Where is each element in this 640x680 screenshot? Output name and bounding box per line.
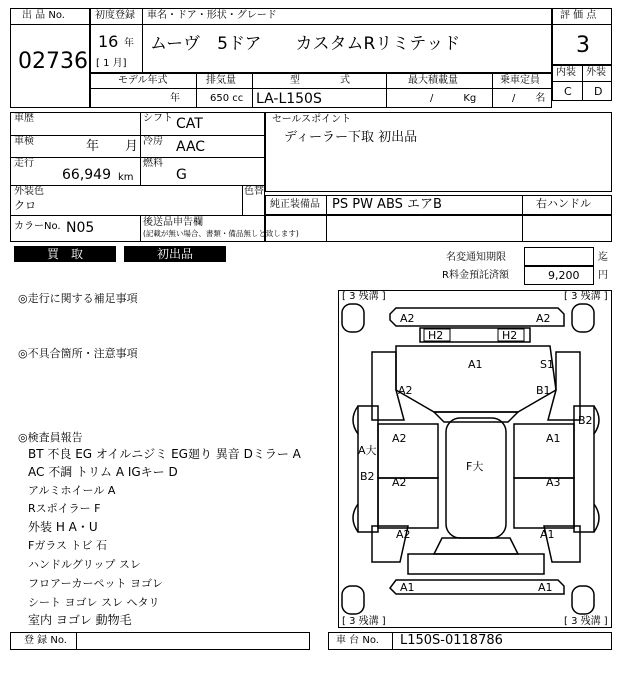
car-diagram bbox=[338, 290, 612, 628]
mark-rear-door-left: A2 bbox=[392, 476, 407, 489]
recycle-fee-unit: 円 bbox=[598, 270, 608, 281]
recycle-fee-label: R料金預託済額 bbox=[442, 270, 509, 281]
mark-front-fender-right: B1 bbox=[536, 384, 551, 397]
overall-grade: 3 bbox=[576, 33, 590, 58]
year-unit: 年 bbox=[124, 38, 134, 49]
front-door-right bbox=[514, 424, 574, 478]
model-year-unit: 年 bbox=[170, 93, 180, 104]
mark-front-bumper-left: A2 bbox=[400, 312, 415, 325]
mark-grille-right: H2 bbox=[502, 329, 518, 342]
defects-title: ◎不具合箇所・注意事項 bbox=[18, 347, 138, 360]
mileage-value: 66,949 bbox=[62, 167, 111, 183]
model-year-label: モデル年式 bbox=[118, 75, 168, 86]
report-line: シート ヨゴレ スレ ヘタリ bbox=[28, 596, 160, 609]
mark-hood: A1 bbox=[468, 358, 483, 371]
rear-door-right bbox=[514, 478, 574, 528]
sales-point-label: セールスポイント bbox=[272, 114, 352, 125]
vehicle-name: ムーヴ 5ドア カスタムRリミテッド bbox=[150, 34, 461, 54]
name-change-deadline-box bbox=[524, 247, 594, 266]
report-line: AC 不調 トリム A IGキー D bbox=[28, 465, 178, 479]
vehicle-description-label: 車名・ドア・形状・グレード bbox=[147, 10, 277, 21]
aftermarket-label: 後送品申告欄 bbox=[143, 217, 203, 228]
model-code-label: 型 式 bbox=[290, 75, 350, 86]
tire-rl-label: [ 3 残溝 ] bbox=[342, 616, 386, 627]
first-listing-tag: 初出品 bbox=[124, 246, 226, 262]
registration-month: [ 1 月] bbox=[96, 58, 127, 69]
max-load-label: 最大積載量 bbox=[408, 75, 458, 86]
mark-side-right-rear: B2 bbox=[578, 414, 593, 427]
exterior-label: 外装 bbox=[586, 67, 606, 78]
mark-left-sill-2: B2 bbox=[360, 470, 375, 483]
tire-fr-label: [ 3 残溝 ] bbox=[564, 291, 608, 302]
ac-value: AAC bbox=[176, 139, 206, 155]
report-line: Rスポイラー F bbox=[28, 502, 101, 515]
name-change-unit: 迄 bbox=[598, 252, 608, 263]
mileage-unit: km bbox=[118, 172, 134, 183]
report-line: 外装 H A・U bbox=[28, 520, 98, 534]
ac-label: 冷房 bbox=[143, 136, 163, 147]
lot-number-label: 出 品 No. bbox=[22, 10, 65, 21]
mark-front-door-right: A1 bbox=[546, 432, 561, 445]
color-no-label: カラーNo. bbox=[14, 221, 61, 232]
ext-color-value: クロ bbox=[14, 199, 36, 212]
mark-front-fender-right-top: S1 bbox=[540, 358, 554, 371]
steering-side: 右ハンドル bbox=[536, 197, 591, 210]
mark-grille-left: H2 bbox=[428, 329, 444, 342]
inspector-title: ◎検査員報告 bbox=[18, 431, 83, 444]
interior-label: 内装 bbox=[556, 67, 576, 78]
displacement-label: 排気量 bbox=[206, 75, 236, 86]
purchase-tag: 買 取 bbox=[14, 246, 116, 262]
grade-label: 評 価 点 bbox=[560, 10, 597, 21]
supplement-title: ◎走行に関する補足事項 bbox=[18, 292, 138, 305]
chassis-no: L150S-0118786 bbox=[400, 633, 503, 648]
mark-rear-bumper-left: A1 bbox=[400, 581, 415, 594]
equipment-value: PS PW ABS エアB bbox=[332, 197, 442, 212]
rear-door-left bbox=[378, 478, 438, 528]
body-left bbox=[358, 406, 378, 532]
report-line: フロアーカーペット ヨゴレ bbox=[28, 577, 163, 590]
capacity-label: 乗車定員 bbox=[500, 75, 540, 86]
capacity: / 名 bbox=[512, 93, 546, 104]
color-change-label: 色替 bbox=[244, 186, 264, 197]
tire-rr-label: [ 3 残溝 ] bbox=[564, 616, 608, 627]
registration-no-label: 登 録 No. bbox=[24, 635, 67, 646]
tire-front-left bbox=[342, 304, 364, 332]
aftermarket-note: (記載が無い場合、書類・備品無しと致します) bbox=[143, 229, 299, 238]
mark-rear-bumper-right: A1 bbox=[538, 581, 553, 594]
tire-fl-label: [ 3 残溝 ] bbox=[342, 291, 386, 302]
tire-front-right bbox=[572, 304, 594, 332]
sales-point: ディーラー下取 初出品 bbox=[284, 130, 418, 145]
inspection-label: 車検 bbox=[14, 136, 34, 147]
interior-grade: C bbox=[564, 85, 572, 98]
report-line: 室内 ヨゴレ 動物毛 bbox=[28, 613, 132, 627]
exterior-grade: D bbox=[594, 85, 603, 98]
aftermarket-box bbox=[265, 215, 612, 242]
inspection-value: 年 月 bbox=[86, 139, 139, 154]
max-load: / Kg bbox=[430, 93, 477, 104]
mileage-label: 走行 bbox=[14, 158, 34, 169]
lot-number: 02736 bbox=[18, 49, 88, 74]
color-no-value: N05 bbox=[66, 220, 95, 236]
mark-front-door-left: A2 bbox=[392, 432, 407, 445]
ext-color-label: 外装色 bbox=[14, 186, 44, 197]
mark-rear-fender-right: A1 bbox=[540, 528, 555, 541]
history-label: 車歴 bbox=[14, 113, 34, 124]
mark-roof: F大 bbox=[466, 460, 484, 473]
mark-left-sill: A大 bbox=[358, 444, 377, 457]
equipment-label: 純正装備品 bbox=[270, 199, 320, 210]
chassis-no-label: 車 台 No. bbox=[336, 635, 379, 646]
name-change-label: 名変通知期限 bbox=[446, 252, 506, 263]
fuel-label: 燃料 bbox=[143, 158, 163, 169]
front-door-left bbox=[378, 424, 438, 478]
hood bbox=[396, 346, 556, 412]
roof bbox=[446, 418, 506, 538]
model-code: LA-L150S bbox=[256, 91, 322, 107]
tire-rear-right bbox=[572, 586, 594, 614]
report-line: BT 不良 EG オイルニジミ EG廻り 異音 Dミラー A bbox=[28, 447, 301, 461]
mark-rear-door-right: A3 bbox=[546, 476, 561, 489]
report-line: アルミホイール A bbox=[28, 484, 116, 497]
report-line: Fガラス トビ 石 bbox=[28, 539, 107, 552]
first-registration-label: 初度登録 bbox=[95, 10, 135, 21]
registration-year: 16 bbox=[98, 32, 119, 51]
tire-rear-left bbox=[342, 586, 364, 614]
mark-front-fender-left: A2 bbox=[398, 384, 413, 397]
recycle-fee-value: 9,200 bbox=[548, 269, 580, 282]
mark-rear-fender-left: A2 bbox=[396, 528, 411, 541]
report-line: ハンドルグリップ スレ bbox=[28, 558, 141, 571]
windshield bbox=[434, 412, 518, 422]
shift-value: CAT bbox=[176, 116, 203, 132]
back-door bbox=[408, 554, 544, 574]
rear-window bbox=[434, 538, 518, 554]
shift-label: シフト bbox=[143, 113, 173, 124]
displacement: 650 cc bbox=[210, 93, 244, 104]
fuel-value: G bbox=[176, 167, 187, 183]
mark-front-bumper-right: A2 bbox=[536, 312, 551, 325]
